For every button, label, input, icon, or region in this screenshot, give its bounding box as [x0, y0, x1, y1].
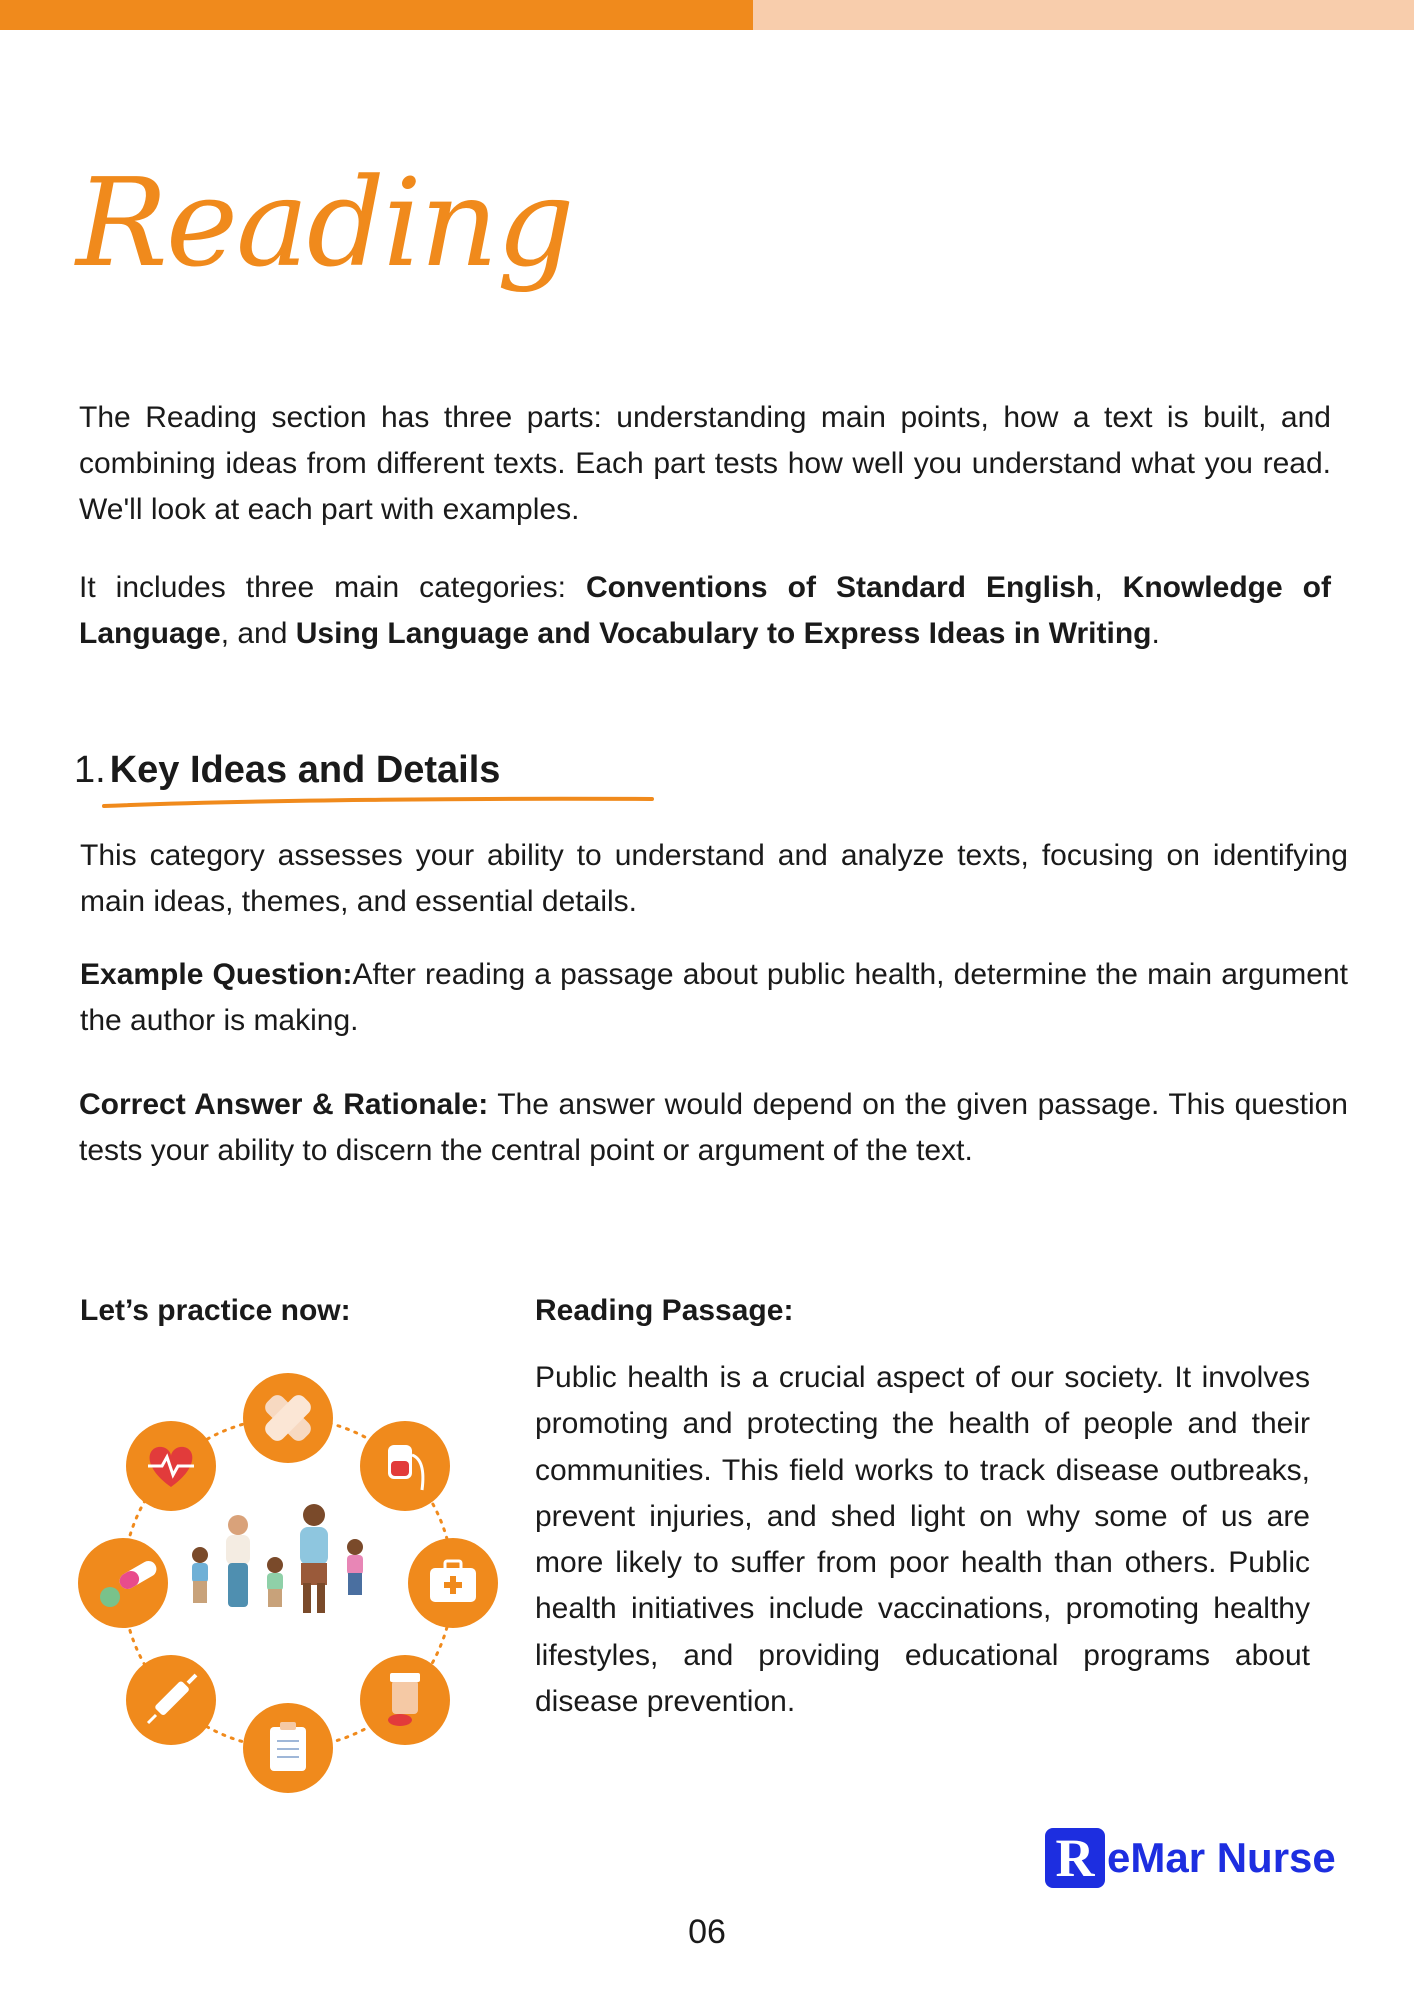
categories-paragraph	[79, 565, 1331, 657]
top-bar-dark-segment	[0, 0, 753, 30]
category-knowledge: Knowledge of Language	[79, 571, 1331, 650]
category-vocabulary: Using Language and Vocabulary to Express Ideas in Writing	[295, 617, 1152, 650]
categories-lead: It includes three main categories:	[79, 571, 586, 604]
medicine-bottle-icon	[360, 1655, 450, 1745]
clipboard-icon	[243, 1703, 333, 1793]
logo-wordmark: eMar Nurse	[1107, 1834, 1336, 1881]
section-title: Key Ideas and Details	[109, 749, 501, 791]
correct-answer-label: Correct Answer & Rationale:	[79, 1088, 489, 1121]
bandage-icon	[243, 1373, 333, 1463]
example-question	[80, 952, 1348, 1044]
iv-bag-icon	[360, 1421, 450, 1511]
example-question-text: After reading a passage about public health, determine the main argument the author is making.	[80, 958, 1348, 1037]
example-question-label: Example Question:	[80, 958, 353, 991]
practice-label: Let’s practice now:	[80, 1294, 351, 1327]
logo-mark: R	[1045, 1828, 1105, 1888]
public-health-illustration	[70, 1365, 510, 1805]
syringe-icon	[126, 1655, 216, 1745]
section-heading	[74, 745, 500, 795]
heading-underline	[100, 795, 660, 811]
category-separator-1: ,	[1094, 571, 1123, 604]
reading-passage: Public health is a crucial aspect of our society. It involves promoting and protecting the health of people and their communities. This field works to track disease outbreaks, prevent injuries, and shed light on why some of us are more likely to suffer from poor health than others. Public health initiatives include vaccinations, promoting healthy lifestyles, and providing educational programs about disease prevention.	[535, 1361, 1310, 1719]
family-illustration	[192, 1504, 363, 1613]
page-number: 06	[688, 1913, 726, 1951]
remar-nurse-logo	[1045, 1825, 1336, 1891]
correct-answer	[79, 1082, 1348, 1174]
top-accent-bar	[0, 0, 1414, 30]
section-description: This category assesses your ability to understand and analyze texts, focusing on identifying main ideas, themes, and essential details.	[80, 839, 1348, 918]
first-aid-kit-icon	[408, 1538, 498, 1628]
top-bar-light-segment	[753, 0, 1414, 30]
intro-paragraph: The Reading section has three parts: understanding main points, how a text is built, and combining ideas from different texts. Each part tests how well you understand what you read. We'll look at each part with examples.	[79, 401, 1331, 526]
page-title: Reading	[76, 152, 573, 294]
categories-end: .	[1151, 617, 1160, 650]
category-conventions: Conventions of Standard English	[585, 571, 1095, 604]
category-separator-2: , and	[220, 617, 296, 650]
section-number: 1.	[74, 749, 106, 791]
passage-heading: Reading Passage:	[535, 1294, 794, 1327]
correct-answer-text: The answer would depend on the given passage. This question tests your ability to discern the central point or argument of the text.	[79, 1088, 1348, 1167]
heart-rate-icon	[126, 1421, 216, 1511]
pills-icon	[78, 1538, 168, 1628]
